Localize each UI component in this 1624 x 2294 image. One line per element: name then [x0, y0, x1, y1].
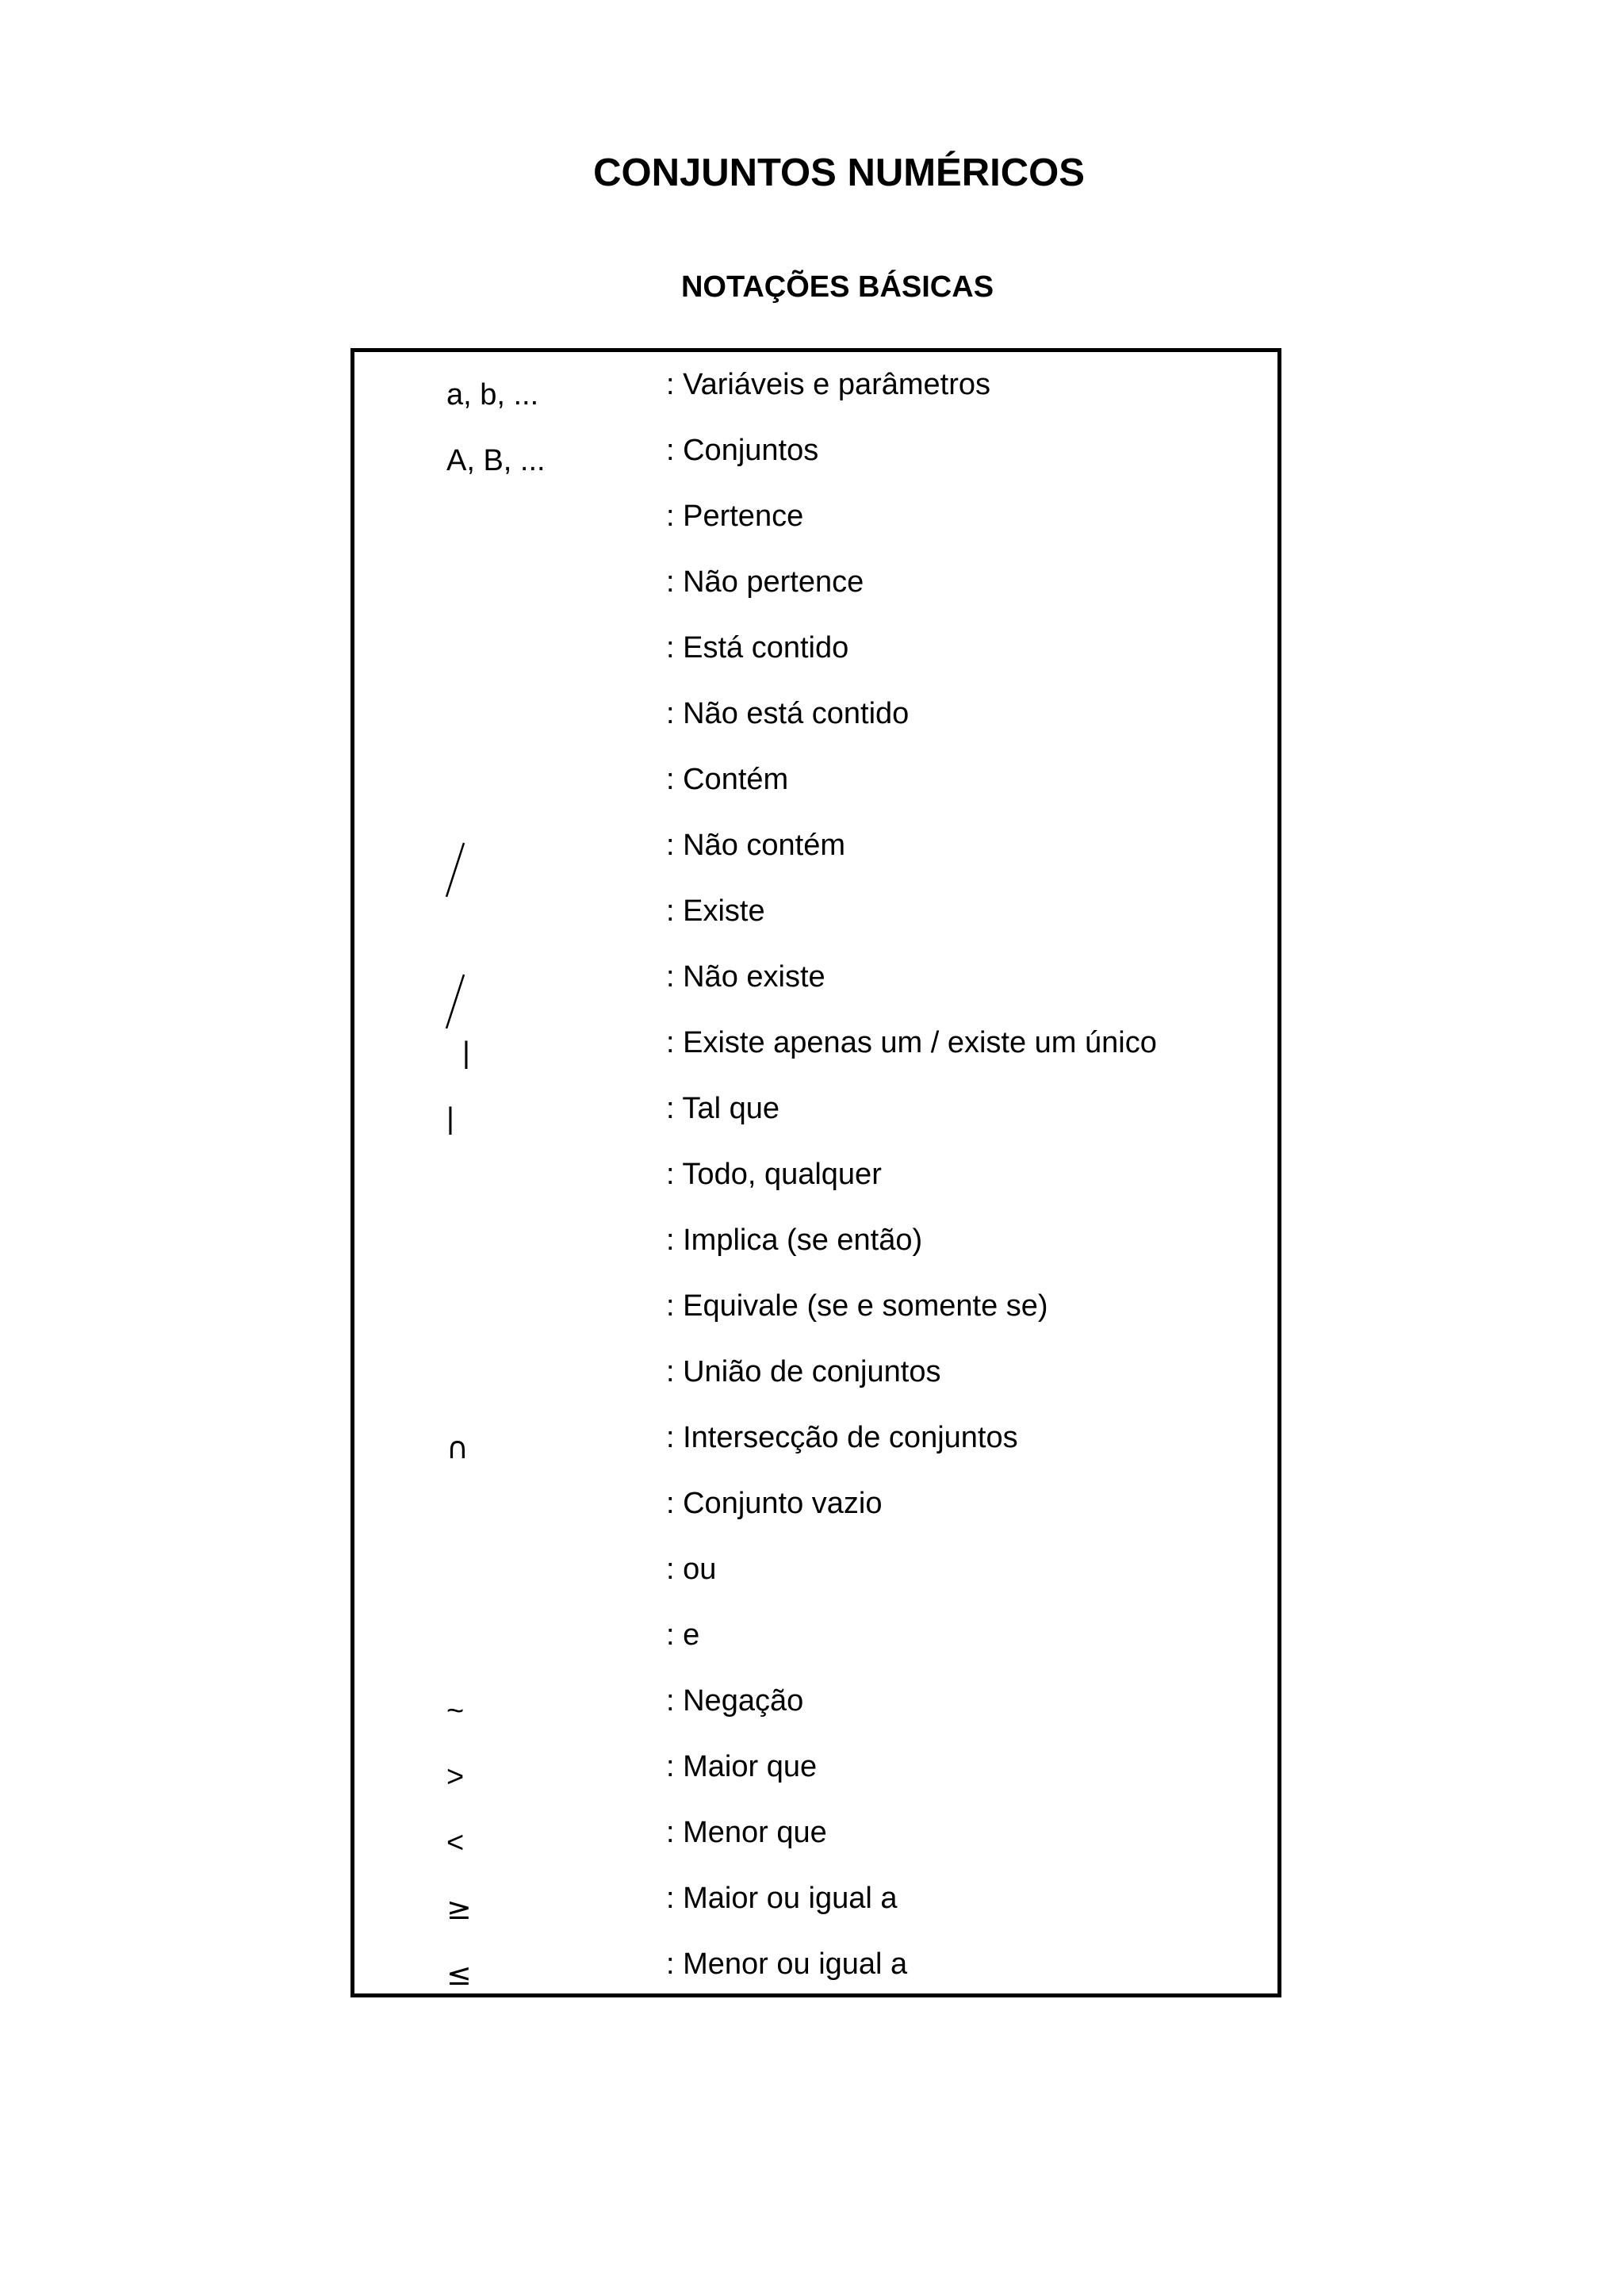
- notation-row: [354, 615, 1277, 679]
- notation-description: : Contém: [666, 763, 789, 796]
- notation-row: [354, 944, 1277, 1008]
- page-title: CONJUNTOS NUMÉRICOS: [593, 151, 1085, 194]
- notation-row: [354, 813, 1277, 876]
- notation-description: : Maior que: [666, 1750, 818, 1783]
- notation-row: [354, 1076, 1277, 1139]
- notation-symbol: ≤: [446, 1957, 472, 1992]
- notation-row: [354, 879, 1277, 942]
- notation-description: : Todo, qualquer: [666, 1158, 882, 1191]
- notation-row: [354, 1734, 1277, 1798]
- notation-symbol: |: [462, 1036, 470, 1070]
- notation-row: [354, 418, 1277, 481]
- notation-description: : Está contido: [666, 631, 849, 664]
- notation-row: [354, 1932, 1277, 1995]
- notation-description: : Implica (se então): [666, 1224, 923, 1257]
- notation-description: : Maior ou igual a: [666, 1882, 898, 1915]
- notation-description: : Intersecção de conjuntos: [666, 1421, 1018, 1454]
- notation-row: [354, 1405, 1277, 1469]
- section-subtitle: NOTAÇÕES BÁSICAS: [680, 270, 994, 304]
- notation-row: [354, 352, 1277, 416]
- notation-symbol: ∩: [446, 1430, 469, 1465]
- notation-symbol: a, b, ...: [446, 378, 539, 412]
- notation-row: [354, 1471, 1277, 1534]
- notation-description: : Não existe: [666, 960, 825, 994]
- notation-row: [354, 1273, 1277, 1337]
- notation-row: [354, 1339, 1277, 1403]
- notation-row: [354, 1800, 1277, 1863]
- notation-description: : União de conjuntos: [666, 1355, 941, 1388]
- notation-symbol: ~: [446, 1695, 465, 1728]
- notation-row: [354, 681, 1277, 745]
- notation-row: [354, 1603, 1277, 1666]
- notation-description: : Existe apenas um / existe um único: [666, 1026, 1157, 1059]
- notation-row: [354, 484, 1277, 547]
- notation-row: [354, 1010, 1277, 1074]
- notation-description: : e: [666, 1618, 700, 1652]
- notation-description: : Menor que: [666, 1816, 827, 1849]
- notation-row: [354, 1866, 1277, 1929]
- notation-symbol: <: [446, 1826, 465, 1859]
- notation-description: : Pertence: [666, 500, 804, 533]
- notation-symbol: ≥: [446, 1891, 472, 1926]
- notation-symbol: >: [446, 1760, 465, 1794]
- notation-description: : Não pertence: [666, 565, 864, 599]
- notation-description: : Conjuntos: [666, 434, 819, 467]
- notation-description: : Tal que: [666, 1092, 779, 1125]
- notation-symbol: |: [446, 1102, 454, 1136]
- notation-row: [354, 747, 1277, 810]
- notation-symbol: A, B, ...: [446, 444, 546, 477]
- notation-description: : Variáveis e parâmetros: [666, 368, 991, 401]
- notation-description: : Conjunto vazio: [666, 1487, 883, 1520]
- notation-description: : Menor ou igual a: [666, 1947, 908, 1981]
- notation-description: : ou: [666, 1553, 717, 1586]
- notation-table: [350, 348, 1281, 1997]
- notation-row: [354, 550, 1277, 613]
- notation-description: : Não está contido: [666, 697, 910, 730]
- notation-row: [354, 1142, 1277, 1205]
- notation-description: : Não contém: [666, 829, 845, 862]
- notation-description: : Negação: [666, 1684, 804, 1718]
- notation-description: : Existe: [666, 894, 765, 928]
- notation-row: [354, 1537, 1277, 1600]
- notation-row: [354, 1208, 1277, 1271]
- notation-row: [354, 1668, 1277, 1732]
- notation-description: : Equivale (se e somente se): [666, 1289, 1048, 1323]
